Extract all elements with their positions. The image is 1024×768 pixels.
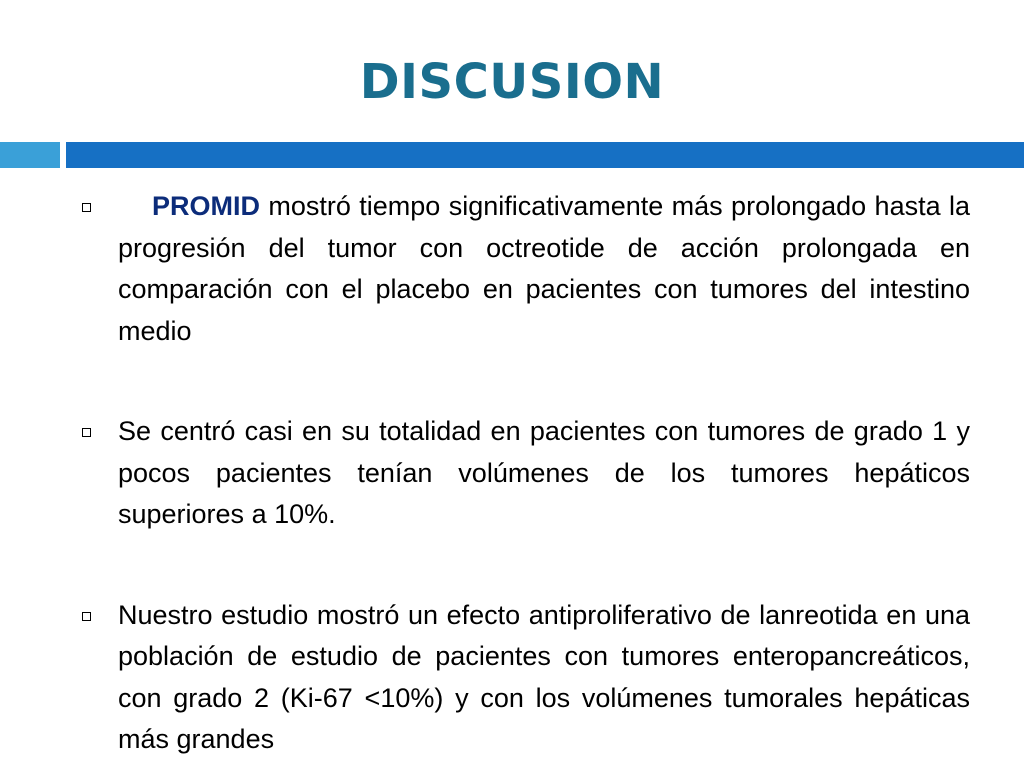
- bullet-list: [78, 186, 970, 761]
- accent-bar-left: [0, 142, 60, 168]
- square-bullet-icon: [82, 428, 91, 437]
- slide-title: DISCUSION: [359, 54, 665, 110]
- accent-bar-right: [66, 142, 1024, 168]
- bullet-item: [78, 411, 970, 536]
- emphasis-text: PROMID: [152, 191, 260, 221]
- bullet-text: Nuestro estudio mostró un efecto antiproliferativo de lanreotida en una población de estudio de pacientes con tumores enteropancreáticos, con grado 2 (Ki-67 <10%) y con los volúmenes tumorales hepáticas más grandes: [118, 599, 970, 754]
- bullet-text: mostró tiempo significativamente más prolongado hasta la progresión del tumor con octreotide de acción prolongada en comparación con el placebo en pacientes con tumores del intestino medio: [118, 191, 970, 346]
- bullet-item: [78, 595, 970, 761]
- bullet-text: Se centró casi en su totalidad en pacientes con tumores de grado 1 y pocos pacientes tenían volúmenes de los tumores hepáticos superiores a 10%.: [118, 416, 970, 529]
- bullet-item: [78, 186, 970, 352]
- square-bullet-icon: [82, 203, 91, 212]
- square-bullet-icon: [82, 612, 91, 621]
